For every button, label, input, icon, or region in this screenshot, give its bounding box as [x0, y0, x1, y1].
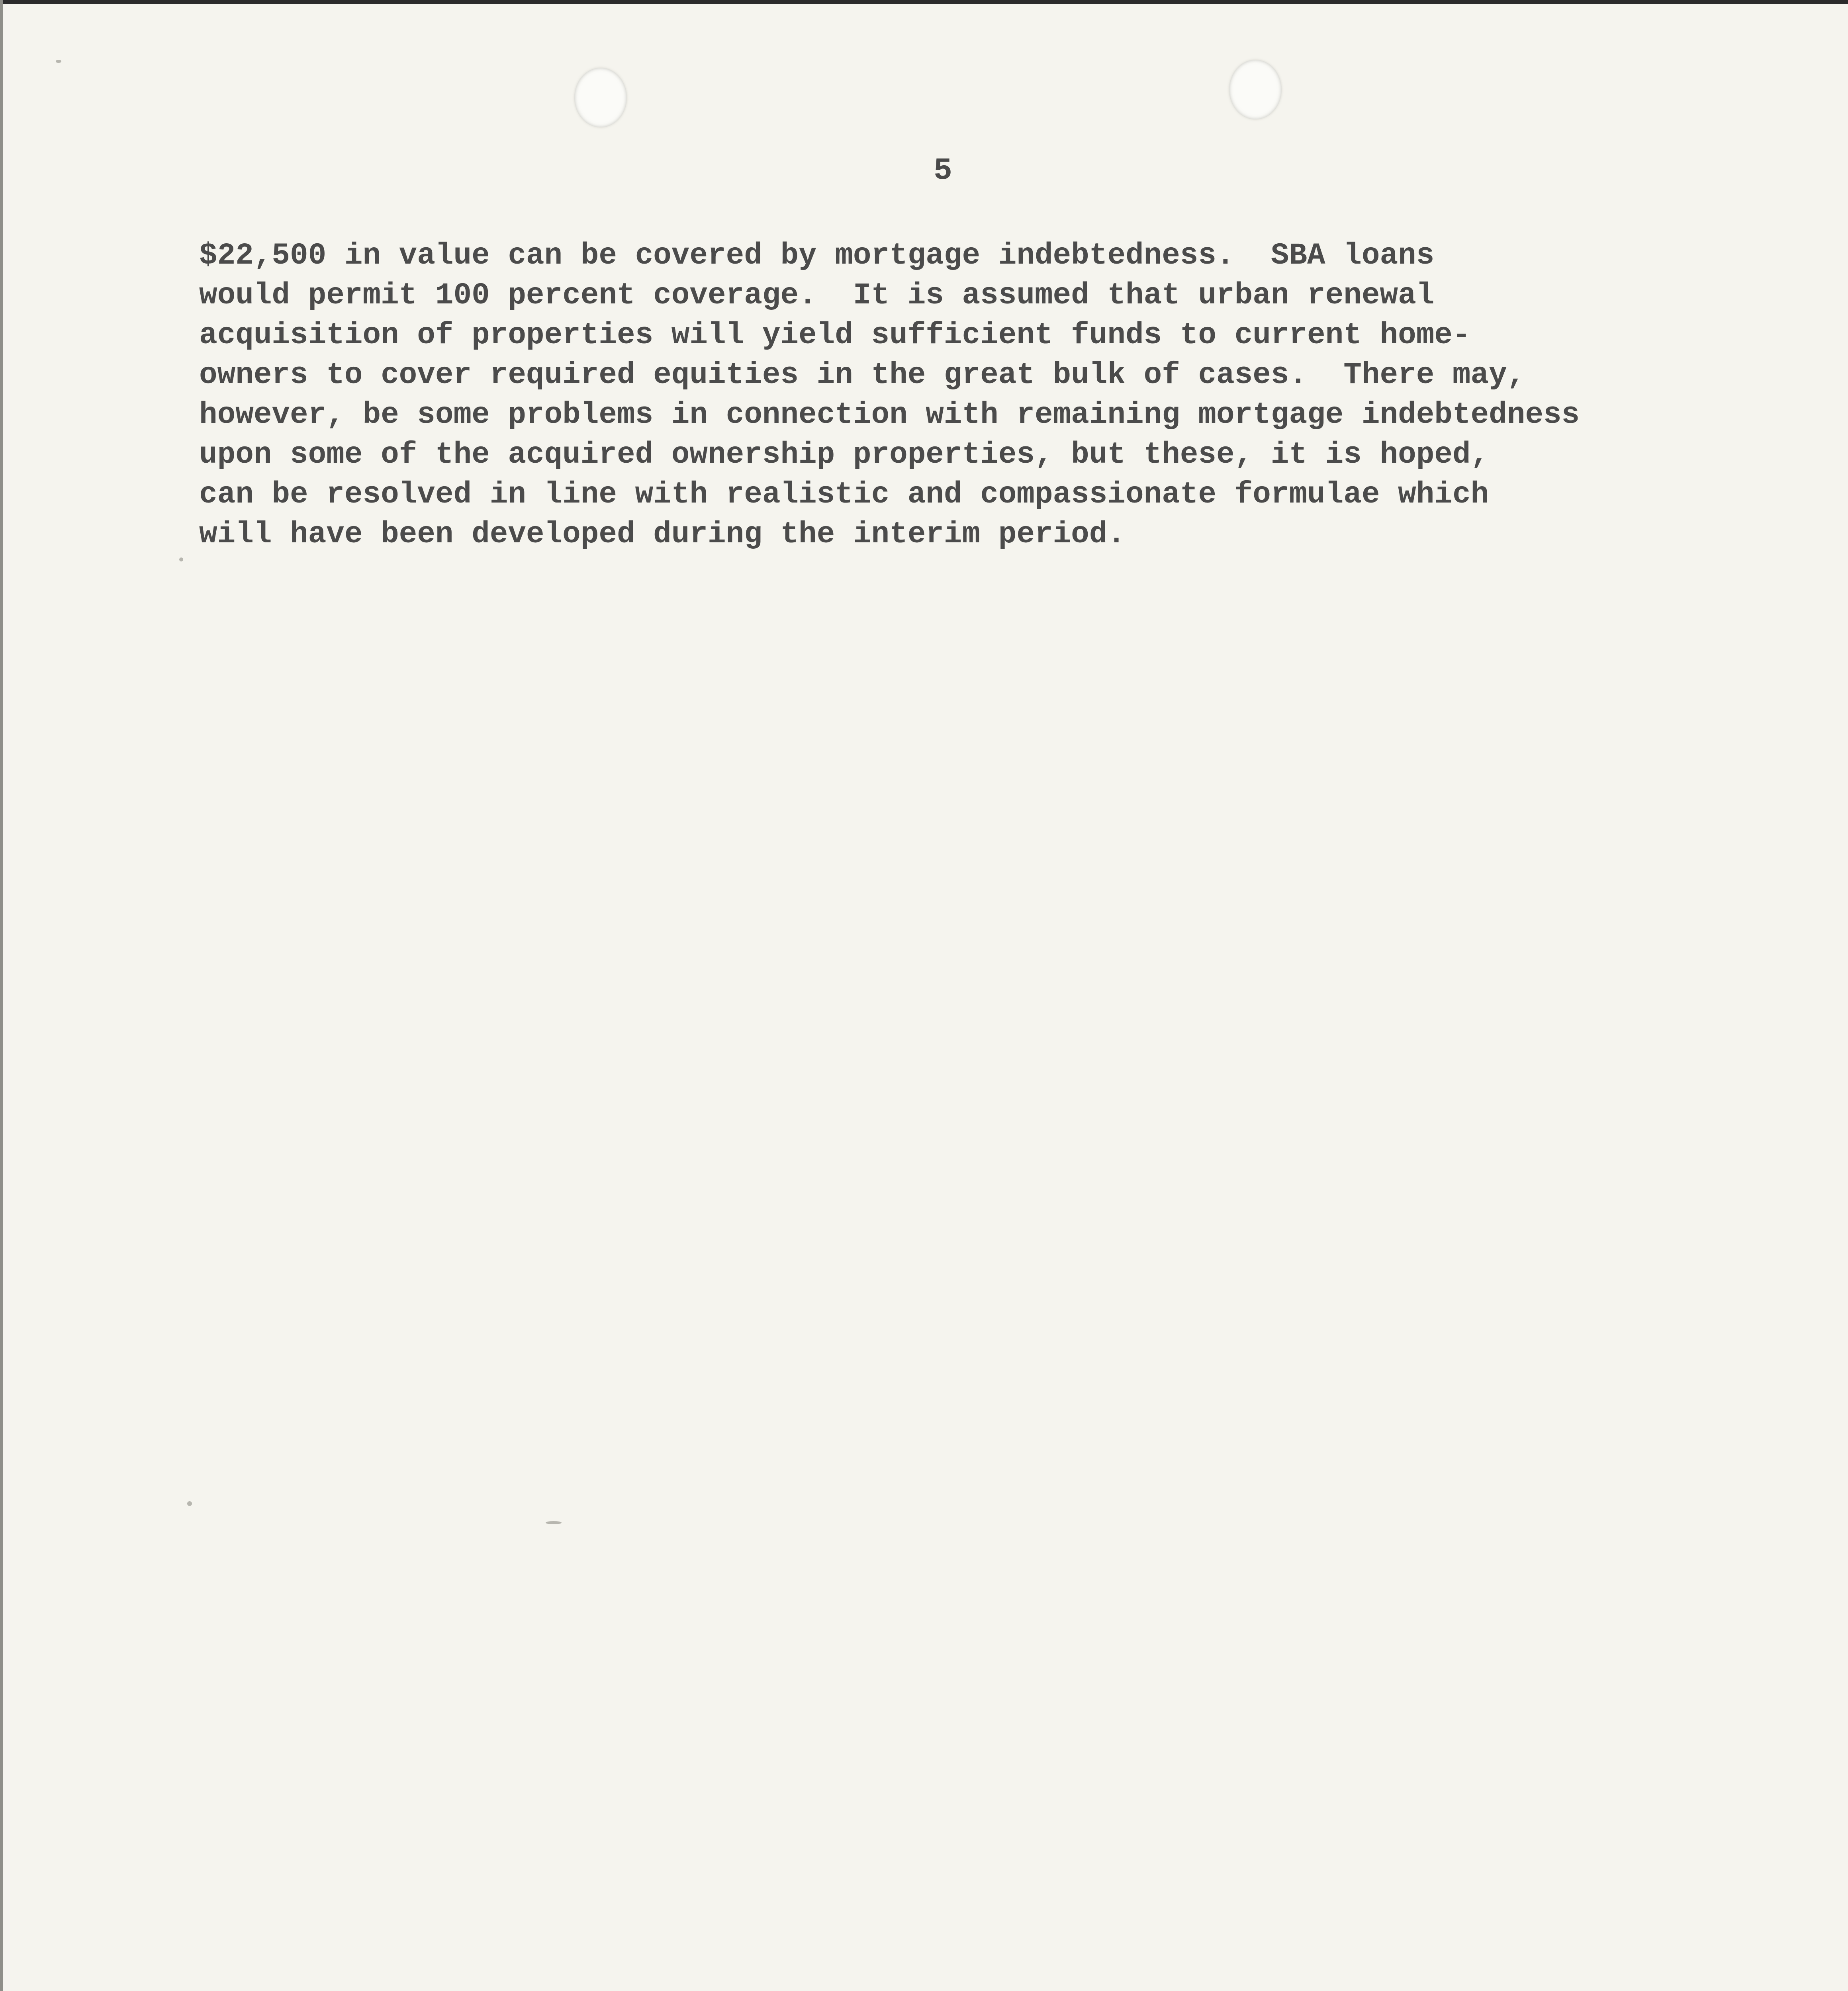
paper-speck: [179, 557, 183, 561]
paper-speck: [187, 1501, 192, 1506]
text-line: can be resolved in line with realistic and compassionate formulae which: [199, 477, 1489, 512]
text-line: however, be some problems in connection with remaining mortgage indebtedness: [199, 398, 1580, 432]
text-line: $22,500 in value can be covered by mortgage indebtedness. SBA loans: [199, 239, 1435, 273]
paper-speck: [56, 60, 61, 63]
text-line: will have been developed during the interim period.: [199, 517, 1126, 552]
punch-hole-right: [1229, 60, 1282, 119]
paper-speck: [546, 1521, 562, 1524]
text-line: owners to cover required equities in the great bulk of cases. There may,: [199, 358, 1525, 392]
body-paragraph: [199, 236, 1713, 554]
text-line: upon some of the acquired ownership properties, but these, it is hoped,: [199, 438, 1489, 472]
scan-left-edge: [0, 0, 3, 1991]
scan-top-edge: [0, 0, 1848, 4]
text-line: acquisition of properties will yield sufficient funds to current home-: [199, 318, 1471, 352]
punch-hole-left: [574, 68, 627, 127]
text-line: would permit 100 percent coverage. It is assumed that urban renewal: [199, 278, 1435, 313]
page-number: 5: [934, 153, 952, 188]
